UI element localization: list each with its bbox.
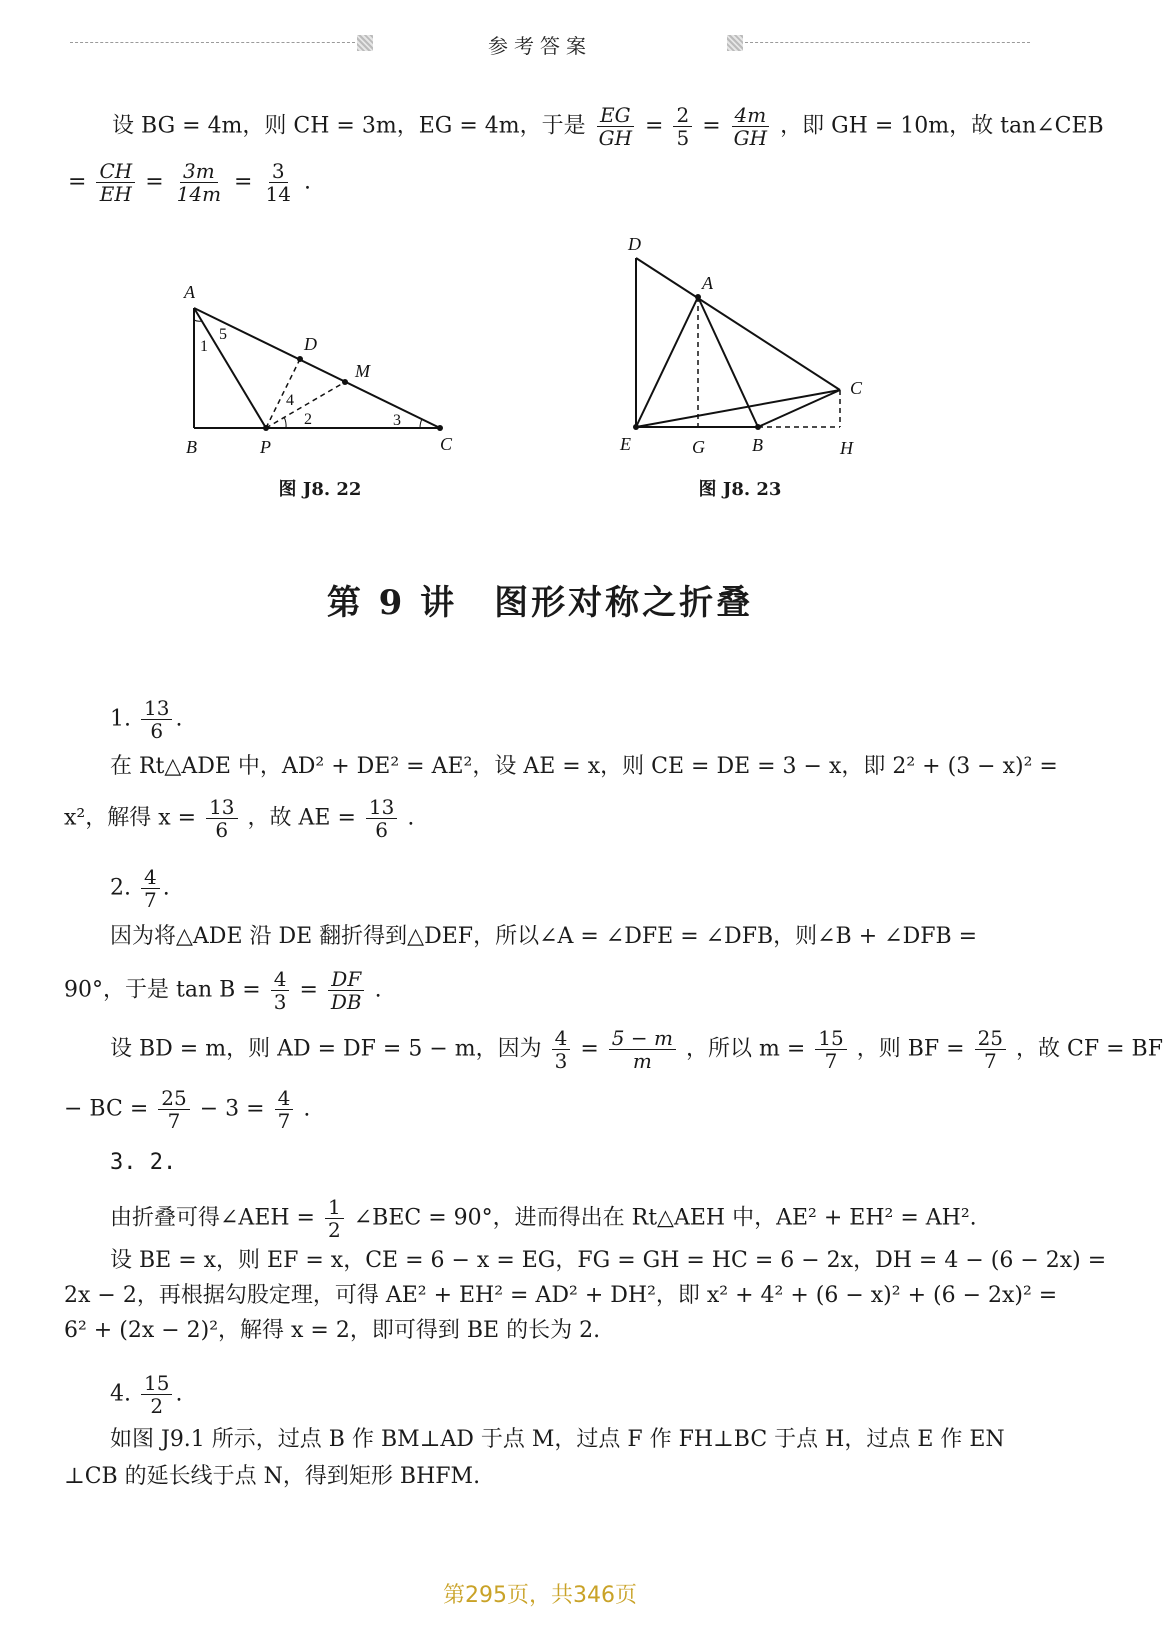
denominator: m: [632, 1049, 652, 1073]
label-d: D: [304, 334, 317, 354]
header-title: 参考答案: [488, 34, 592, 58]
denominator: 3: [273, 990, 287, 1014]
label-angle-2: 2: [304, 411, 312, 428]
text: − 3 =: [199, 1096, 265, 1122]
header-rule-right: [745, 42, 1030, 43]
q3-line-1: [110, 1196, 977, 1241]
numerator: 15: [141, 1372, 172, 1395]
header-ornament-right: [727, 35, 743, 51]
numerator: 4: [552, 1027, 571, 1050]
denominator: 7: [144, 888, 157, 912]
period: .: [162, 875, 170, 901]
numerator: 25: [158, 1087, 189, 1110]
point-b: [755, 424, 761, 430]
q1-line-2: [64, 796, 414, 841]
segment-ec: [636, 390, 840, 427]
fraction: [262, 160, 293, 205]
q3-line-4: 6² + (2x − 2)²，解得 x = 2，即可得到 BE 的长为 2.: [64, 1318, 601, 1343]
segment-ea: [636, 297, 698, 427]
text: ，即 GH = 10m，故 tan∠CEB: [780, 113, 1104, 139]
label-a: A: [702, 273, 713, 293]
text: ∠BEC = 90°，进而得出在 Rt△AEH 中，AE² + EH² = AH².: [353, 1205, 977, 1231]
denominator: 7: [277, 1109, 291, 1133]
equals: =: [702, 113, 721, 139]
label-b: B: [186, 437, 197, 457]
point-c: [437, 425, 443, 431]
denominator: 3: [554, 1049, 568, 1073]
fraction: [815, 1027, 846, 1072]
fraction: [141, 697, 172, 742]
label-h: H: [840, 438, 853, 458]
fraction: [141, 866, 160, 911]
q2-answer: [110, 866, 170, 911]
label-m: M: [355, 361, 370, 381]
denominator: DB: [330, 990, 362, 1014]
text: 90°，于是 tan B =: [64, 977, 261, 1003]
text: 设 BG = 4m，则 CH = 3m，EG = 4m，于是: [112, 113, 586, 139]
label-angle-5: 5: [219, 326, 227, 343]
q2-line-1: 因为将△ADE 沿 DE 翻折得到△DEF，所以∠A = ∠DFE = ∠DFB，则∠B + ∠DFB =: [110, 924, 978, 949]
angle-arc-p: [284, 417, 286, 428]
label-g: G: [692, 437, 705, 457]
page-header: [0, 28, 1080, 58]
period: .: [407, 805, 415, 831]
denominator: GH: [598, 126, 633, 150]
denominator: 7: [167, 1109, 181, 1133]
numerator: 25: [975, 1027, 1006, 1050]
point-m: [342, 379, 348, 385]
section-title: 第 9 讲 图形对称之折叠: [326, 583, 754, 623]
denominator: GH: [733, 126, 768, 150]
denominator: 7: [983, 1049, 997, 1073]
label-c: C: [850, 378, 863, 398]
fraction: [731, 104, 770, 149]
q4-number: 4.: [110, 1381, 131, 1407]
numerator: 2: [673, 104, 692, 127]
denominator: 2: [328, 1218, 341, 1242]
equals: =: [645, 113, 664, 139]
top-line-2: [68, 160, 311, 205]
q3-line-2: 设 BE = x，则 EF = x，CE = 6 − x = EG，FG = GH = HC = 6 − 2x，DH = 4 − (6 − 2x) =: [110, 1248, 1107, 1273]
numerator: 4: [141, 866, 160, 889]
denominator: 6: [375, 818, 388, 842]
denominator: 2: [150, 1394, 164, 1418]
equals: =: [234, 169, 253, 195]
equals: =: [68, 169, 87, 195]
text: ，故 AE =: [247, 805, 356, 831]
fraction: [609, 1027, 676, 1072]
q2-line-2: [64, 968, 382, 1013]
period: .: [175, 706, 183, 732]
fraction: [366, 796, 397, 841]
header-rule-left: [70, 42, 355, 43]
q4-line-1: 如图 J9.1 所示，过点 B 作 BM⊥AD 于点 M，过点 F 作 FH⊥BC 于点 H，过点 E 作 EN: [110, 1427, 1005, 1452]
segment-bc: [758, 390, 840, 427]
point-p: [263, 425, 269, 431]
label-d: D: [628, 234, 641, 254]
page-counter: 第295页，共346页: [443, 1583, 637, 1608]
label-c: C: [440, 434, 453, 454]
numerator: 13: [366, 796, 397, 819]
segment-dc: [636, 258, 840, 390]
fraction: [206, 796, 237, 841]
label-angle-3: 3: [393, 412, 401, 429]
label-angle-1: 1: [200, 338, 208, 355]
fraction: [275, 1087, 294, 1132]
q3-answer: 3. 2.: [110, 1150, 177, 1175]
denominator: 6: [150, 719, 164, 743]
point-d: [297, 356, 303, 362]
fraction: [158, 1087, 189, 1132]
figure-j8-22: [170, 275, 470, 465]
denominator: 5: [676, 126, 690, 150]
caption-j8-23: 图 J8. 23: [698, 479, 782, 500]
point-e: [633, 424, 639, 430]
numerator: 3: [269, 160, 288, 183]
numerator: 13: [141, 697, 172, 720]
numerator: 15: [815, 1027, 846, 1050]
numerator: 4m: [732, 104, 770, 127]
q1-line-1: 在 Rt△ADE 中，AD² + DE² = AE²，设 AE = x，则 CE = DE = 3 − x，即 2² + (3 − x)² =: [110, 754, 1058, 779]
numerator: EG: [597, 104, 634, 127]
q2-line-4: [64, 1087, 310, 1132]
text: x²，解得 x =: [64, 805, 197, 831]
fraction: [596, 104, 635, 149]
top-line-1: [112, 104, 1104, 149]
numerator: 13: [206, 796, 237, 819]
text: ，则 BF =: [856, 1036, 965, 1062]
period: .: [175, 1381, 183, 1407]
fraction: [174, 160, 224, 205]
fraction: [96, 160, 135, 205]
denominator: 14: [265, 182, 291, 206]
fraction: [328, 968, 365, 1013]
q2-line-3: [110, 1027, 1163, 1072]
q4-answer: [110, 1372, 182, 1417]
numerator: 4: [271, 968, 290, 991]
figure-j8-23: [610, 228, 870, 468]
denominator: 14m: [176, 182, 222, 206]
numerator: DF: [328, 968, 364, 991]
denominator: 7: [824, 1049, 838, 1073]
label-p: P: [260, 437, 271, 457]
q3-line-3: 2x − 2，再根据勾股定理，可得 AE² + EH² = AD² + DH²，即 x² + 4² + (6 − x)² + (6 − 2x)² =: [64, 1283, 1058, 1308]
equals: =: [145, 169, 164, 195]
q2-number: 2.: [110, 875, 131, 901]
numerator: CH: [96, 160, 135, 183]
period: .: [303, 1096, 311, 1122]
numerator: 5 − m: [609, 1027, 676, 1050]
fraction: [325, 1196, 344, 1241]
header-ornament-left: [357, 35, 373, 51]
period: .: [303, 169, 311, 195]
numerator: 4: [275, 1087, 294, 1110]
numerator: 1: [325, 1196, 344, 1219]
text: ，所以 m =: [685, 1036, 806, 1062]
fraction: [975, 1027, 1006, 1072]
label-a: A: [184, 282, 195, 302]
point-a: [695, 294, 701, 300]
label-b: B: [752, 435, 763, 455]
text: ，故 CF = BF: [1016, 1036, 1163, 1062]
denominator: 6: [215, 818, 229, 842]
text: 设 BD = m，则 AD = DF = 5 − m，因为: [110, 1036, 542, 1062]
label-e: E: [620, 434, 631, 454]
denominator: EH: [99, 182, 132, 206]
fraction: [552, 1027, 571, 1072]
equals: =: [299, 977, 318, 1003]
angle-arc-c: [420, 419, 422, 428]
period: .: [374, 977, 382, 1003]
caption-j8-22: 图 J8. 22: [278, 479, 362, 500]
q1-answer: [110, 697, 182, 742]
fraction: [141, 1372, 172, 1417]
fraction: [271, 968, 290, 1013]
text: 由折叠可得∠AEH =: [110, 1205, 315, 1231]
label-angle-4: 4: [286, 392, 294, 409]
fraction: [673, 104, 692, 149]
q4-line-2: ⊥CB 的延长线于点 N，得到矩形 BHFM.: [64, 1464, 481, 1489]
equals: =: [580, 1036, 599, 1062]
numerator: 3m: [180, 160, 218, 183]
q1-number: 1.: [110, 706, 131, 732]
text: − BC =: [64, 1096, 149, 1122]
